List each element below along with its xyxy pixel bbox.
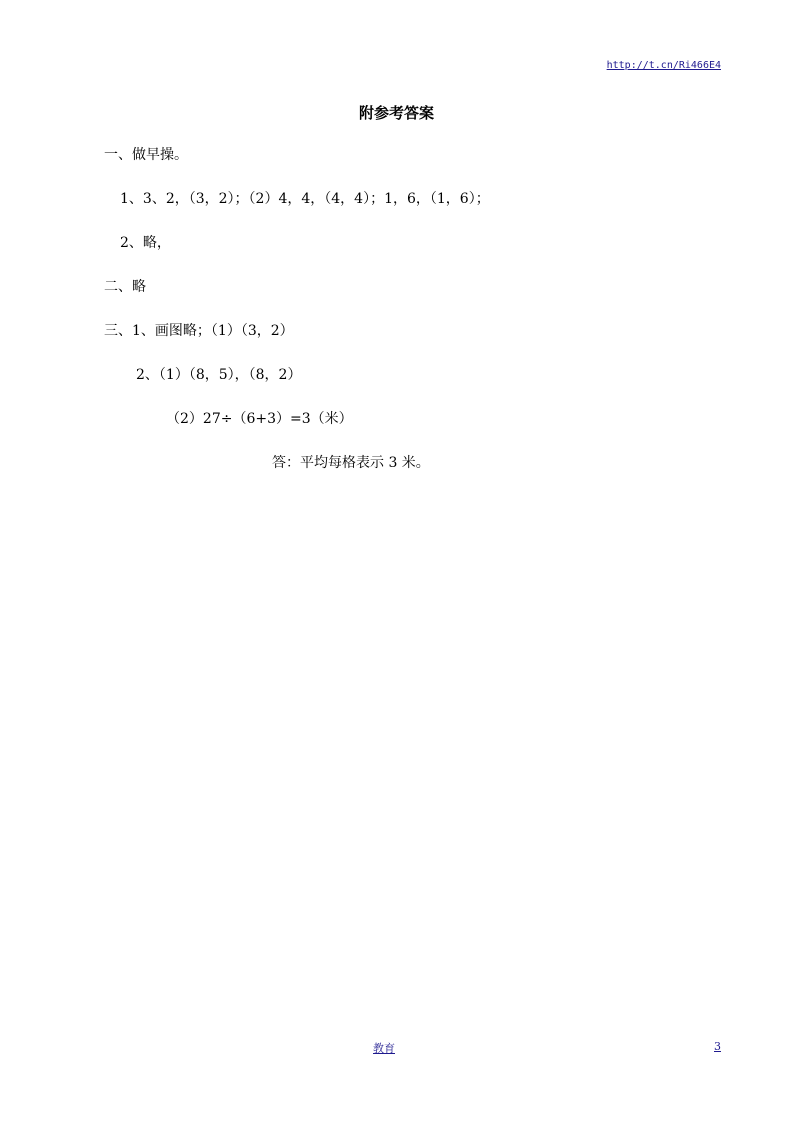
header-url-link[interactable]: http://t.cn/Ri466E4: [606, 60, 721, 71]
section-one-heading: 一、做早操。: [104, 147, 188, 163]
section-three-calculation: （2）27÷（6+3）=3（米）: [166, 411, 353, 427]
section-three-answer-1: 三、1、画图略；（1）（3，2）: [104, 323, 294, 339]
section-one-answer-2: 2、略，: [120, 235, 171, 251]
footer-center-link[interactable]: 教育: [373, 1042, 395, 1055]
page-number[interactable]: 3: [714, 1040, 721, 1053]
section-two-heading: 二、略: [104, 279, 146, 295]
document-title: 附参考答案: [358, 104, 434, 122]
section-three-answer-2: 2、（1）（8，5），（8，2）: [136, 367, 302, 383]
section-three-conclusion: 答：平均每格表示 3 米。: [272, 455, 430, 471]
section-one-answer-1: 1、3、2，（3，2）；（2）4，4，（4，4）；1，6，（1，6）；: [120, 191, 490, 207]
